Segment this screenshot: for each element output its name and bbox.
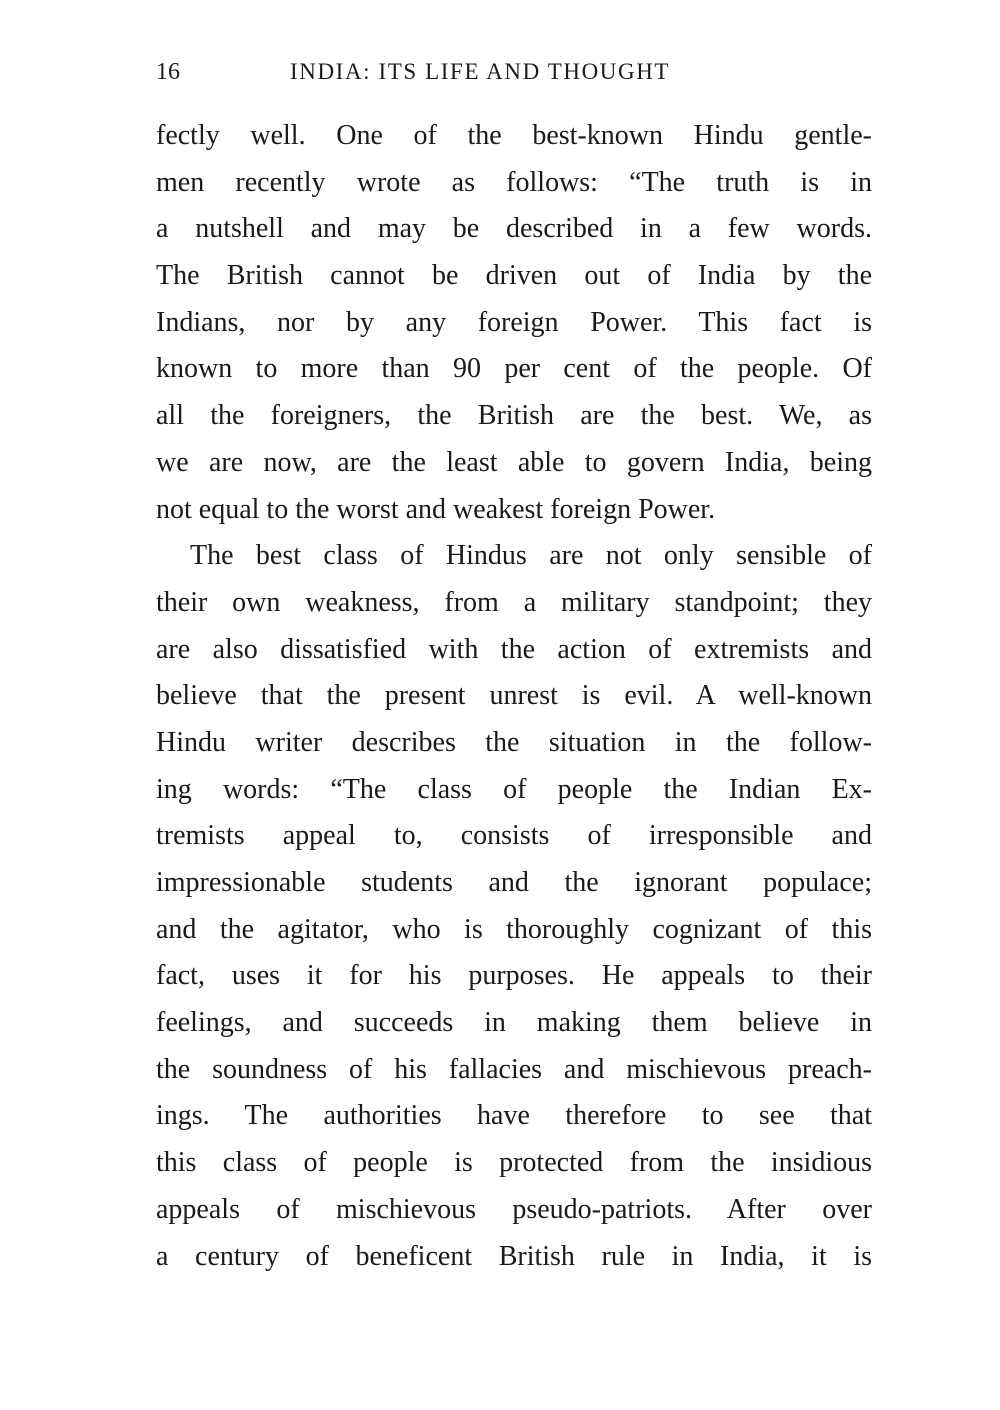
text-line: Indians, nor by any foreign Power. This fact is <box>156 306 872 338</box>
text-line: believe that the present unrest is evil. A well-known <box>156 680 872 712</box>
text-line: ing words: “The class of people the Indian Ex- <box>156 773 872 805</box>
text-line: men recently wrote as follows: “The truth is in <box>156 166 872 198</box>
text-line: ings. The authorities have therefore to see that <box>156 1100 872 1132</box>
text-line: a century of beneficent British rule in India, it is <box>156 1240 872 1272</box>
text-line: this class of people is protected from the insidious <box>156 1147 872 1179</box>
text-line: are also dissatisfied with the action of extremists and <box>156 633 872 665</box>
text-line: appeals of mischievous pseudo-patriots. After over <box>156 1193 872 1225</box>
text-line: The British cannot be driven out of India by the <box>156 260 872 292</box>
paragraph-start-line: The best class of Hindus are not only sensible of <box>190 540 872 572</box>
paragraph-end-line: not equal to the worst and weakest foreign Power. <box>156 493 716 525</box>
text-line: the soundness of his fallacies and mischievous preach- <box>156 1053 872 1085</box>
body-text <box>156 113 872 1280</box>
text-line: impressionable students and the ignorant populace; <box>156 867 872 898</box>
page-number: 16 <box>156 59 180 85</box>
text-line: tremists appeal to, consists of irresponsible and <box>156 820 872 852</box>
text-line: all the foreigners, the British are the best. We, as <box>156 400 872 432</box>
running-head <box>156 56 872 88</box>
text-line: a nutshell and may be described in a few words. <box>156 213 872 245</box>
text-line: known to more than 90 per cent of the people. Of <box>156 353 872 385</box>
text-line: fact, uses it for his purposes. He appeals to their <box>156 960 872 992</box>
running-title: INDIA: ITS LIFE AND THOUGHT <box>290 59 671 84</box>
text-line: their own weakness, from a military standpoint; they <box>156 586 872 618</box>
text-line: fectly well. One of the best-known Hindu gentle- <box>156 120 872 151</box>
text-line: feelings, and succeeds in making them believe in <box>156 1007 872 1039</box>
text-line: and the agitator, who is thoroughly cognizant of this <box>156 913 872 945</box>
text-line: we are now, are the least able to govern India, being <box>156 446 872 478</box>
text-line: Hindu writer describes the situation in the follow- <box>156 726 872 758</box>
